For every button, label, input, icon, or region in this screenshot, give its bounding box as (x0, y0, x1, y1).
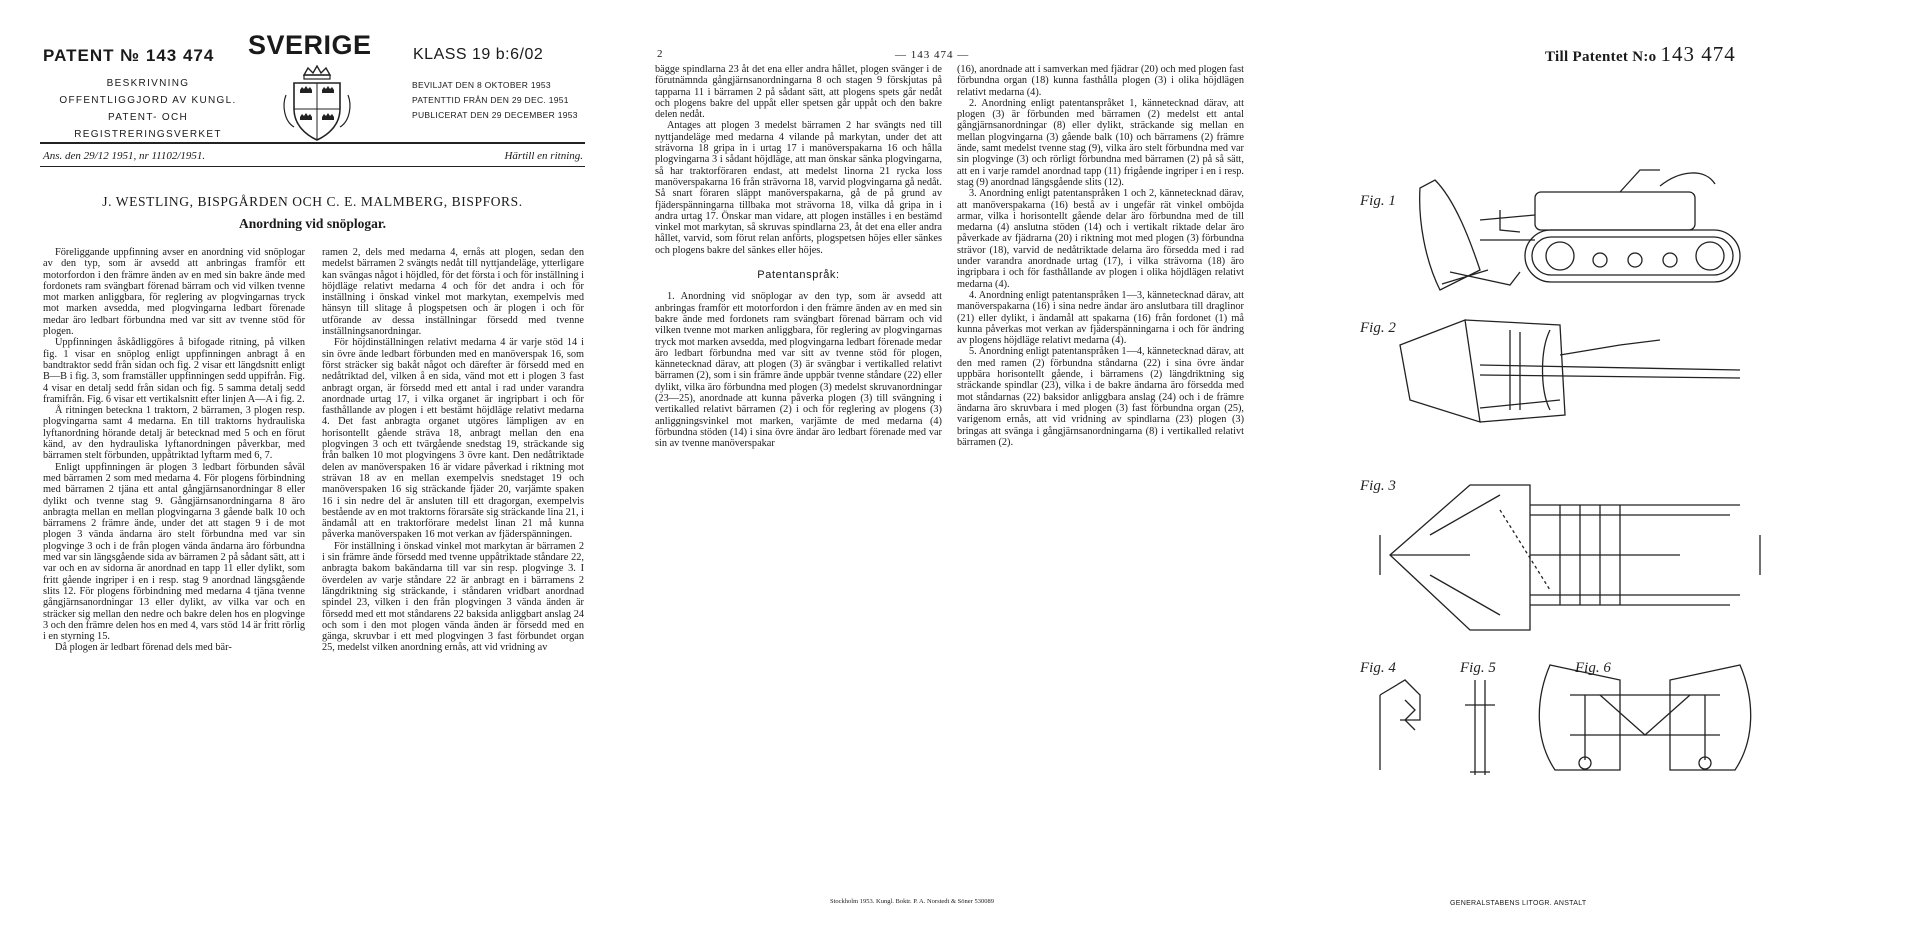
claim: 1. Anordning vid snöplogar av den typ, som är avsedd att anbringas framför ett motorfordon i den främre änden av en med sin bakre ände med fordonets ram svängbart förenad bärram och vid vilken tvenne mot marken anliggbara, för reglering av plogvingarnas tryck mot marken avsedda, med plogvingarna ledbart förenade medar äro ledbart förbundna med var sitt av tvenne stöd för plogen, kännetecknad därav, att plogen (3) är svängbar i vertikalled relativt bärramen (2), som i sin främre ände uppbär tvenne ståndare (22) eller dylikt, vilka äro förbundna med plogen (3) medelst skruvanordningar (23—25), anordnade att kunna påverka plogen (3) till svängning i vertikalled relativt bärramen (2) i och för reglering av plogens (3) anliggningsvinkel mot marken, varjämte de med medarna (4) förbundna stöden (14) i sina övre ändar äro ledbart förenade med var sin av tvenne manöverspakar (655, 291, 942, 450)
figure-label: Fig. 6 (1575, 660, 1611, 676)
figure-6-drawing (1539, 665, 1750, 770)
paragraph: Enligt uppfinningen är plogen 3 ledbart förbunden såväl med bärramen 2 som med medarna 4. För plogens förbindning med bärramen 2 tjäna ett antal gångjärnsanordningar 8 eller dylikt och tvenne stag 9. Gångjärnsanordningarna 8 äro anbragta mellan en mellan plogvingarna 3 gående balk 10 och bärramens 2 främre ände, under det att stagen 9 i de mot plogen 3 vända ändarna äro stelt förbundna med var sin plogvinge 3 och i de från plogen vända ändarna äro förbundna med var sin längsgående sida av bärramen 2 på sådant sätt, att i var och en av sidorna är anordnad en tapp 11 eller dylikt, som fritt gående ingriper i en i resp. stag 9 anordnad längsgående slits 12. För plogens förbindning med medarna 4 tjäna tvenne gångjärnsanordningar 13 eller dylikt, av vilka var och en sträcker sig mellan den nedre och bakre delen hos en plogvinge 3 och den främre delen hos en med 4, vars stöd 14 är fritt rörlig i en styrning 15. (43, 461, 305, 643)
claims-column-right (957, 64, 1244, 448)
figure-label: Fig. 1 (1360, 193, 1396, 209)
office-line: PATENT- OCH REGISTRERINGSVERKET (74, 112, 222, 140)
till-patent-label: Till Patentet N:o (1545, 49, 1657, 65)
figure-1-drawing (1420, 170, 1740, 290)
inventors: J. WESTLING, BISPGÅRDEN OCH C. E. MALMBERG, BISPFORS. (102, 194, 523, 209)
paragraph: Antages att plogen 3 medelst bärramen 2 har svängts ned till nyttjandeläge med medarna 4 vilande på markytan, under det att strävorna 18 gripa in i urtag 17 i manöverspakarna 16 och hålla plogvingarna 3 i sådant höjdläge, att man önskar sänka plogvingarna, så har traktorföraren endast, att medelst linorna 21 rycka loss manöverspakarna 16 från strävorna 18, varvid plogvingarna gå nedåt. Så snart föraren släppt manöverspakarna, gå de på grund av fjäderspänningarna tillbaka mot strävorna 18, vilka då gripa in i andra urtag 17. Önskar man vidare, att plogen inställes i en bestämd vinkel mot markytan, så skruvas spindlarna 23, åt det ena eller andra hållet, varvid, som förut relan anförts, plogspetsen höjes eller sänkes och plogens bakre del sänkes eller höjes. (655, 120, 942, 256)
claim: 3. Anordning enligt patentanspråken 1 och 2, kännetecknad därav, att manöverspakarna (16) bestå av i ungefär rät vinkel omböjda armar, vilka i horisontellt gående delar äro förbundna med de till medarna (4) anslutna stöden (14) och i vertikalt riktade delar äro påverkade av fjädrarna (20) i riktning mot med plogen (3) förbundna strävor (18), varvid de nedåtriktade delarna äro försedda med i rad under varandra anordnade urtag (17), i vilka strävorna (18) äro ingripbara i och för fasthållande av plogen i olika höjdlägen relativt medarna (4). (957, 188, 1244, 290)
patent-page-1 (40, 0, 610, 939)
date-line: BEVILJAT DEN 8 OKTOBER 1953 (412, 80, 551, 90)
till-patent-number: 143 474 (1660, 42, 1736, 66)
application-info: Ans. den 29/12 1951, nr 11102/1951. (43, 150, 206, 162)
figure-label: Fig. 4 (1360, 660, 1396, 676)
drawing-sheet-header (1545, 42, 1736, 67)
lithographer-imprint: GENERALSTABENS LITOGR. ANSTALT (1450, 900, 1587, 907)
running-head: — 143 474 — (895, 49, 970, 61)
paragraph: bägge spindlarna 23 åt det ena eller andra hållet, plogen svänger i de förutnämnda gångjärnsanordningarna 8 och stagen 9 förskjutas på tapparna 11 i bärramen 2 på sådant sätt, att plogens spets går nedåt och plogens bakre del uppåt eller spetsen går uppåt och den bakre delen nedåt. (655, 64, 942, 121)
patent-office-block (43, 75, 253, 143)
office-line: BESKRIVNING (106, 78, 190, 89)
figure-label: Fig. 5 (1460, 660, 1496, 676)
claims-heading: Patentanspråk: (757, 269, 840, 282)
paragraph: Då plogen är ledbart förenad dels med bär- (55, 642, 232, 654)
technical-drawing (1360, 160, 1780, 780)
claim: 5. Anordning enligt patentanspråken 1—4, kännetecknad därav, att den med ramen (2) förbundna ståndarna (22) i sina övre ändar uppbära horisontellt gående, i bärramens (2) längdriktning sig sträckande spindlar (23), vilka i de bakre ändarna äro försedda med mot ståndarnas (22) baksidor anliggbara anslag (24) och i de främre ändarna äro skruvbara i med plogen (3) fast förbundna organ (25), varigenom ernås, att vid vridning av spindlarna (23) plogen (3) bringas att svänga i gångjärnsanordningarna (8) i vertikalled relativt bärramen (2). (957, 346, 1244, 448)
printer-imprint: Stockholm 1953. Kungl. Boktr. P. A. Norstedt & Söner 530089 (830, 898, 994, 905)
paragraph: För inställning i önskad vinkel mot markytan är bärramen 2 i sin främre ände försedd med tvenne uppåtriktade ståndare 22, anbragta bakom bakändarna till var sin resp. plogvinge 3. I överdelen av varje ståndare 22 är anbragt en i bärramens 2 längdriktning sig sträckande, i ståndaren vridbart anordnad spindel 23, vilken i den från plogvingen 3 vända änden är försedd med ett mot ståndarens 22 baksida anliggbart anslag 24 och som i den mot plogen vända änden är försedd med en gänga, skruvbar i ett med plogvingen 3 fast förbundet organ 25, medelst vilken anordning ernås, att vid vridning av (322, 540, 584, 654)
date-line: PUBLICERAT DEN 29 DECEMBER 1953 (412, 110, 578, 120)
description-column-left (43, 247, 305, 654)
grant-dates (412, 78, 578, 123)
figure-4-drawing (1380, 680, 1420, 770)
figure-3-drawing (1380, 485, 1760, 630)
office-line: OFFENTLIGGJORD AV KUNGL. (59, 95, 237, 106)
description-column-right (322, 247, 584, 654)
paragraph: För höjdinställningen relativt medarna 4 är varje stöd 14 i sin övre ände ledbart förbunden med en manöverspak 16, som först sträcker sig bakåt något och därefter är försedd med en nedåtriktad del, vilken å en sida, vänd mot ett i plogen 3 fast anbragt organ, är försedd med ett antal i rad under varandra anordnade urtag 17, i vilka organet är ingripbart i och för fasthållande av plogen i ett bestämt höjdläge relativt medarna 4. Det fast anbragta organet utgöres lämpligen av en horisontellt gående sträva 18, anbragt mellan den ena plogvingen 3 och ett tvärgående snedstag 19, sträckande sig från balken 10 mot plogvingens 3 övre kant. Den nedåtriktade delen av manöverspaken 16 är vidare påverkad i riktning mot strävan 18 av en mellan exempelvis snedstaget 19 och manöverspaken 16 sig sträckande fjäder 20, varjämte spaken 16 i sin nedre del är ansluten till ett dragorgan, exempelvis bestående av en mot traktorns förarsäte sig sträckande lina 21, i ändamål att en traktorförare medelst linan 21 må kunna påverka manöverspaken 16 mot verkan av fjäderspänningen. (322, 337, 584, 541)
paragraph: Uppfinningen åskådliggöres å bifogade ritning, på vilken fig. 1 visar en snöplog enligt uppfinningen anbragt å en bandtraktor sedd från sidan och fig. 2 visar ett längdsnitt enligt B—B i fig. 3, som framställer uppfinningen sedd uppifrån. Fig. 4 visar en detalj sedd från sidan och fig. 5 samma detalj sedd framifrån. Fig. 6 visar ett vertikalsnitt efter linjen A—A i fig. 2. (43, 337, 305, 405)
patent-drawing-page (1340, 0, 1910, 939)
figure-label: Fig. 3 (1360, 478, 1396, 494)
claim: (16), anordnade att i samverkan med fjädrar (20) och med plogen fast förbundna organ (18) kunna fasthålla plogen (3) i olika höjdlägen relativt medarna (4). (957, 64, 1244, 98)
paragraph: ramen 2, dels med medarna 4, ernås att plogen, sedan den medelst bärramen 2 svängts nedåt till nyttjandeläge, ytterligare kan svängas något i höjdled, för det första i och för inställning i höjdläge relativt medarna 4 och för det andra i och för inställning i önskad vinkel mot markytan, exempelvis med hänsyn till slitage å plogspetsen och är plogen i och för utförande av dessa inställningar försedd med tvenne inställningsanordningar. (322, 247, 584, 338)
drawing-note: Härtill en ritning. (504, 150, 583, 162)
patent-title: Anordning vid snöplogar. (239, 216, 386, 231)
figure-label: Fig. 2 (1360, 320, 1396, 336)
description-column-left (655, 64, 942, 450)
patent-class: KLASS 19 b:6/02 (413, 46, 544, 63)
claim: 4. Anordning enligt patentanspråken 1—3, kännetecknad därav, att manöverspakarna (16) i sina nedre ändar äro anslutbara till draglinor (21) eller dylikt, i ändamål att spakarna (16) från fordonet (1) må kunna påverkas mot verkan av fjäderspänningarna i och för ändring av plogens höjdläge relativt medarna (4). (957, 289, 1244, 347)
swedish-crest-icon (278, 65, 356, 143)
country-title: SVERIGE (248, 30, 372, 60)
page-number: 2 (657, 48, 663, 60)
paragraph: Å ritningen betecknа 1 traktorn, 2 bärramen, 3 plogen resp. plogvingarna samt 4 medarna. En till traktorns hydrauliska lyftanordning hörande detalj är betecknad med 5 och en förut känd, av den hydrauliska lyftanordningen påverkbar, med bärramen stelt förbunden, uppåtriktad lyftarm med 6, 7. (43, 405, 305, 462)
figure-5-drawing (1465, 680, 1495, 775)
paragraph: Föreliggande uppfinning avser en anordning vid snöplogar av den typ, som är avsedd att anbringas framför ett motorfordon i den främre änden av en med sin bakre ände med fordonets ram svängbart förenad bärram och vid vilken tvenne mot marken anliggbara, för reglering av plogvingarnas tryck mot marken avsedda, med plogvingarna ledbart förenade medar äro ledbart förbundna med var sitt av tvenne stöd för plogen. (43, 247, 305, 338)
date-line: PATENTTID FRÅN DEN 29 DEC. 1951 (412, 95, 569, 105)
header-rule (40, 142, 585, 144)
patent-number: PATENT № 143 474 (43, 46, 215, 65)
claim: 2. Anordning enligt patentanspråket 1, kännetecknad därav, att plogen (3) är förbunden med bärramen (2) medelst ett antal gångjärnsanordningar (8) eller dylikt, sträckande sig mellan en mellan plogvingarna (3) gående balk (10) och bärramens (2) främre ände, samt medelst tvenne stag (9), vilka äro stelt förbundna med var sin plogvinge (3) och rörligt förbundna med bärramen (2) på så sätt, att en i varje ramdel anordnad tapp (11) frigående ingriper i en i resp. stag (9) anordnad längsgående slits (12). (957, 97, 1244, 188)
patent-page-2 (655, 0, 1250, 939)
figure-2-drawing (1400, 320, 1740, 422)
header-rule-thin (40, 166, 585, 167)
